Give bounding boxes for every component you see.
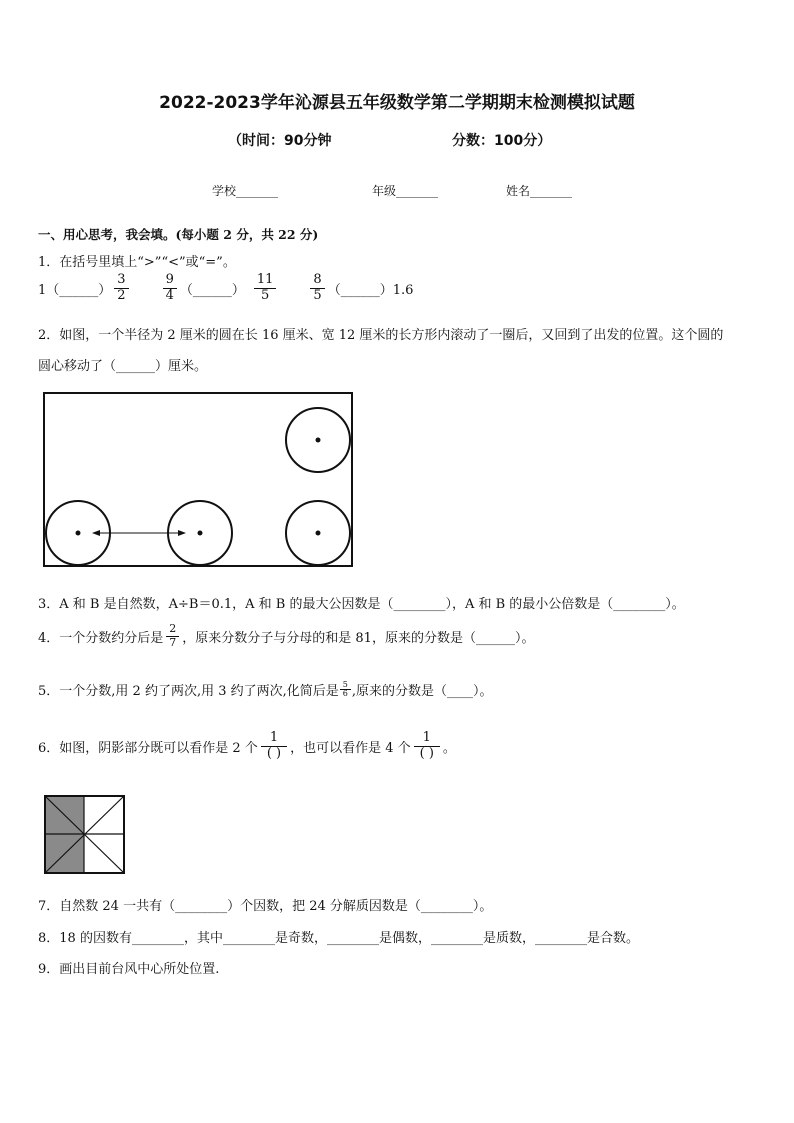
- q1-b-blank: （______）: [179, 282, 245, 298]
- question-1-items: [38, 273, 413, 304]
- question-5: 5．一个分数,用 2 约了两次,用 3 约了两次,化简后是 $\frac{5}{6}$ ,原来的分数是（____）。: [38, 680, 493, 699]
- section-heading: 一、用心思考，我会填。(每小题 2 分，共 22 分): [38, 227, 319, 242]
- q1-fraction-11-5: $\frac{11}{5}$: [254, 273, 277, 304]
- q6-fraction-2: $\frac{1}{( )}$: [414, 731, 440, 762]
- shaded-square-figure: [42, 794, 128, 876]
- circle-middle-center: [198, 531, 203, 536]
- q5-fraction-5-6: $\frac{5}{6}$: [340, 681, 351, 698]
- question-2-line1: 2．如图，一个半径为 2 厘米的圆在长 16 厘米、宽 12 厘米的长方形内滚动了一圈后，又回到了出发的位置。这个圆的: [38, 328, 724, 343]
- question-9: 9．画出目前台风中心所处位置.: [38, 962, 220, 977]
- question-7: 7．自然数 24 一共有（________）个因数，把 24 分解质因数是（________）。: [38, 899, 493, 914]
- q4-fraction-2-7: $\frac{2}{7}$: [166, 623, 179, 649]
- question-8: 8．18 的因数有________，其中________是奇数，________是偶数，________是质数，________是合数。: [38, 931, 639, 946]
- rolling-circle-figure: [40, 390, 356, 570]
- name-field: 姓名_______: [506, 184, 573, 198]
- q1-fraction-8-5: $\frac{8}{5}$: [310, 273, 324, 304]
- page-title: 2022-2023学年沁源县五年级数学第二学期期末检测模拟试题: [159, 93, 635, 113]
- school-field: 学校_______: [212, 184, 279, 198]
- q1-fraction-3-2: $\frac{3}{2}$: [114, 273, 128, 304]
- double-arrow: [92, 530, 186, 536]
- question-6: 6．如图，阴影部分既可以看作是 2 个 $\frac{1}{( )}$ ，也可以看作是 4 个 $\frac{1}{( )}$ 。: [38, 730, 456, 761]
- question-1-prompt: 1．在括号里填上“>”“<”或“=”。: [38, 255, 236, 270]
- exam-time: （时间：90分钟: [228, 133, 332, 149]
- circle-top-center: [316, 438, 321, 443]
- grade-field: 年级_______: [372, 184, 439, 198]
- q1-d-blank: （______）1.6: [327, 282, 414, 298]
- question-2-line2: 圆心移动了（______）厘米。: [38, 359, 208, 374]
- circle-corner-center: [316, 531, 321, 536]
- circle-start-center: [76, 531, 81, 536]
- rectangle-outline: [44, 393, 352, 566]
- question-4: 4．一个分数约分后是 $\frac{2}{7}$ ，原来分数分子与分母的和是 81，原来的分数是（______）。: [38, 622, 535, 649]
- exam-score: 分数：100分）: [452, 133, 552, 149]
- question-3: 3．A 和 B 是自然数，A÷B＝0.1，A 和 B 的最大公因数是（________），A 和 B 的最小公倍数是（________）。: [38, 597, 685, 612]
- q1-fraction-9-4: $\frac{9}{4}$: [163, 273, 177, 304]
- q6-fraction-1: $\frac{1}{( )}$: [261, 731, 287, 762]
- q1-a-left: 1（______）: [38, 282, 112, 298]
